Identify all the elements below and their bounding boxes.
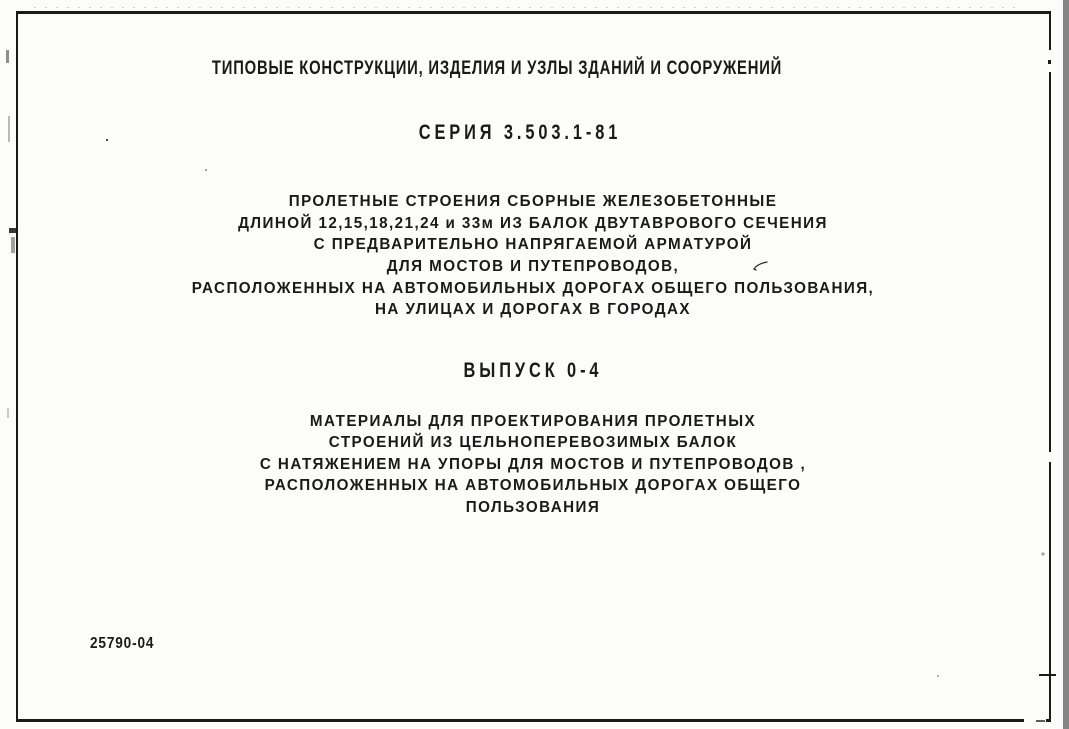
border-tick-artifact: [1039, 674, 1056, 676]
scan-speck: [937, 675, 939, 677]
issue-subtitle-line: РАСПОЛОЖЕННЫХ НА АВТОМОБИЛЬНЫХ ДОРОГАХ ОБЩЕГО: [264, 477, 802, 494]
document-number-stamp: 25790-04: [90, 635, 155, 652]
title-line: ПРОЛЕТНЫЕ СТРОЕНИЯ СБОРНЫЕ ЖЕЛЕЗОБЕТОННЫЕ: [288, 193, 778, 210]
scan-edge-strip: [1063, 0, 1069, 729]
scan-speck: [106, 139, 108, 141]
pen-mark-artifact: [753, 260, 769, 271]
left-margin-smudge: [6, 50, 9, 63]
left-margin-smudge: [7, 408, 9, 418]
category-heading: ТИПОВЫЕ КОНСТРУКЦИИ, ИЗДЕЛИЯ И УЗЛЫ ЗДАНИЙ И СООРУЖЕНИЙ: [211, 58, 783, 79]
issue-subtitle-line: СТРОЕНИЙ ИЗ ЦЕЛЬНОПЕРЕВОЗИМЫХ БАЛОК: [328, 434, 738, 451]
series-heading: СЕРИЯ 3.503.1-81: [418, 121, 622, 144]
left-margin-smudge: [9, 228, 17, 233]
border-dash-artifact: [1036, 720, 1045, 722]
title-line: С ПРЕДВАРИТЕЛЬНО НАПРЯГАЕМОЙ АРМАТУРОЙ: [313, 236, 753, 253]
issue-heading: ВЫПУСК 0-4: [463, 359, 603, 382]
border-gap-artifact: [1047, 452, 1055, 462]
scan-fuzz-line: [34, 7, 1024, 8]
title-line: НА УЛИЦАХ И ДОРОГАХ В ГОРОДАХ: [375, 301, 691, 318]
border-dot-artifact: [1048, 60, 1051, 64]
title-line: РАСПОЛОЖЕННЫХ НА АВТОМОБИЛЬНЫХ ДОРОГАХ ОБЩЕГО ПОЛЬЗОВАНИЯ,: [191, 280, 875, 297]
left-margin-smudge: [11, 237, 15, 253]
issue-subtitle-line: ПОЛЬЗОВАНИЯ: [465, 499, 601, 516]
title-line: ДЛЯ МОСТОВ И ПУТЕПРОВОДОВ,: [386, 258, 680, 275]
issue-subtitle-line: С НАТЯЖЕНИЕМ НА УПОРЫ ДЛЯ МОСТОВ И ПУТЕПРОВОДОВ ,: [259, 456, 807, 473]
issue-subtitle-line: МАТЕРИАЛЫ ДЛЯ ПРОЕКТИРОВАНИЯ ПРОЛЕТНЫХ: [309, 413, 757, 430]
left-margin-smudge: [8, 116, 10, 142]
scan-speck: [205, 169, 207, 171]
title-line: ДЛИНОЙ 12,15,18,21,24 и 33м ИЗ БАЛОК ДВУТАВРОВОГО СЕЧЕНИЯ: [238, 215, 828, 232]
